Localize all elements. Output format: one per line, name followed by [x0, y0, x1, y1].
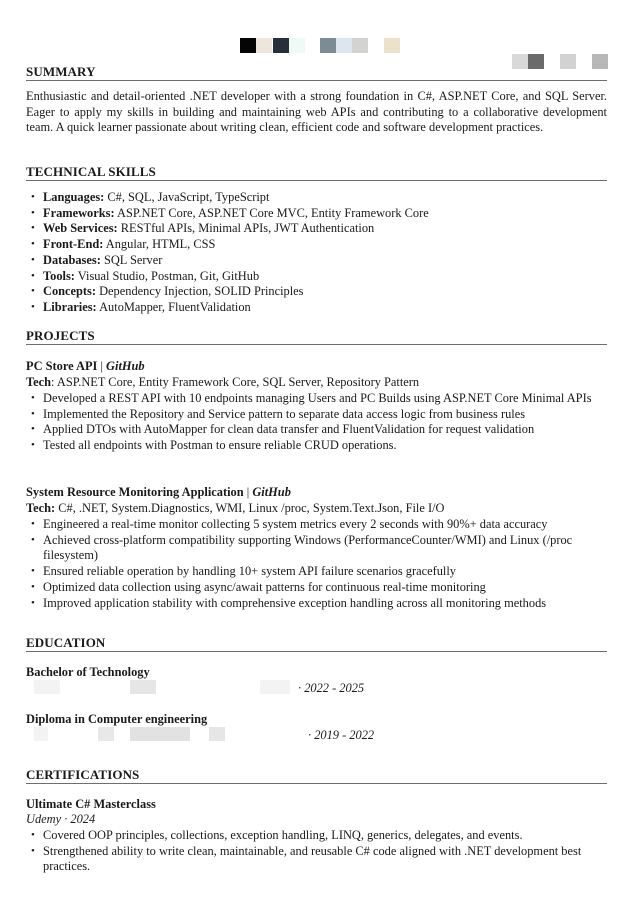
skill-label: Concepts:	[43, 284, 96, 299]
project-separator: |	[243, 485, 253, 499]
skill-label: Front-End:	[43, 237, 104, 252]
project-separator: |	[97, 359, 107, 373]
redaction-block	[384, 38, 400, 53]
skill-value: C#, SQL, JavaScript, TypeScript	[107, 190, 270, 204]
institution-redacted	[34, 727, 48, 741]
project-title	[26, 359, 145, 375]
section-title-summary: SUMMARY	[26, 64, 607, 81]
skill-item	[26, 237, 607, 253]
skill-item	[26, 253, 607, 269]
certification-bullet: • Strengthened ability to write clean, maintainable, and reusable C# code aligned with .NET development best practices.	[26, 844, 607, 875]
education-dates: · 2022 - 2025	[298, 681, 365, 695]
skill-item	[26, 190, 607, 206]
institution-redacted	[130, 680, 156, 694]
tech-label: Tech	[26, 375, 52, 389]
skill-label: Libraries:	[43, 299, 97, 314]
project-name: PC Store API	[26, 359, 98, 373]
project-bullet: • Ensured reliable operation by handling 10+ system API failure scenarios gracefully	[26, 564, 607, 580]
project-bullet: • Developed a REST API with 10 endpoints managing Users and PC Builds using ASP.NET Core Minimal APIs	[26, 391, 607, 407]
institution-redacted	[98, 727, 114, 741]
project-github-link[interactable]: GitHub	[106, 359, 145, 373]
redaction-block	[336, 38, 352, 53]
section-title-education: EDUCATION	[26, 635, 607, 652]
skill-value: AutoMapper, FluentValidation	[99, 299, 251, 314]
institution-redacted	[34, 680, 60, 694]
skill-value: SQL Server	[103, 252, 163, 267]
skill-value: Dependency Injection, SOLID Principles	[99, 284, 304, 299]
certification-bullet: • Covered OOP principles, collections, exception handling, LINQ, generics, delegates, and events.	[26, 828, 607, 844]
skill-item	[26, 221, 607, 237]
project-bullet: • Optimized data collection using async/await patterns for continuous real-time monitoring	[26, 580, 607, 596]
skill-item	[26, 284, 607, 300]
skill-item	[26, 269, 607, 285]
certification-name: Ultimate C# Masterclass	[26, 797, 156, 811]
redaction-block	[240, 38, 256, 53]
project-bullet: • Improved application stability with comprehensive exception handling across all monitoring methods	[26, 596, 607, 612]
skill-item	[26, 206, 607, 222]
education-degree: Bachelor of Technology	[26, 665, 150, 679]
skill-value: ASP.NET Core, ASP.NET Core MVC, Entity Framework Core	[117, 205, 429, 220]
skill-value: Visual Studio, Postman, Git, GitHub	[77, 268, 260, 283]
project-bullet: • Applied DTOs with AutoMapper for clean data transfer and FluentValidation for request validation	[26, 422, 607, 438]
skill-item	[26, 300, 607, 316]
project-bullet: • Engineered a real-time monitor collecting 5 system metrics every 2 seconds with 90%+ data accuracy	[26, 517, 607, 533]
skill-label: Frameworks:	[43, 205, 115, 220]
project-tech	[26, 501, 444, 517]
project-title	[26, 485, 291, 501]
summary-text: Enthusiastic and detail-oriented .NET developer with a strong foundation in C#, ASP.NET Core, and SQL Server. Eager to apply my skills in building and maintaining web APIs and contributing to a collaborative development team. A quick learner passionate about writing clean, efficient code and software development practices.	[26, 89, 607, 135]
education-dates: · 2019 - 2022	[308, 728, 375, 742]
section-title-skills: TECHNICAL SKILLS	[26, 164, 607, 181]
tech-value: ASP.NET Core, Entity Framework Core, SQL Server, Repository Pattern	[56, 375, 420, 389]
project-bullet: • Achieved cross-platform compatibility supporting Windows (PerformanceCounter/WMI) and Linux (/proc filesystem)	[26, 533, 607, 564]
section-title-certifications: CERTIFICATIONS	[26, 767, 607, 784]
skill-label: Databases:	[43, 252, 101, 267]
skill-value: RESTful APIs, Minimal APIs, JWT Authentication	[120, 221, 375, 236]
skills-list	[26, 190, 607, 316]
project-bullets	[26, 391, 607, 454]
institution-redacted	[130, 727, 190, 741]
project-tech	[26, 375, 419, 391]
redaction-block	[289, 38, 305, 53]
institution-redacted	[209, 727, 225, 741]
skill-label: Tools:	[43, 268, 75, 283]
institution-redacted	[260, 680, 290, 694]
skill-label: Languages:	[43, 190, 105, 204]
certification-bullets	[26, 828, 607, 875]
project-github-link[interactable]: GitHub	[252, 485, 291, 499]
project-bullet: • Tested all endpoints with Postman to ensure reliable CRUD operations.	[26, 438, 607, 454]
project-bullets	[26, 517, 607, 611]
project-name: System Resource Monitoring Application	[26, 485, 244, 499]
section-title-projects: PROJECTS	[26, 328, 607, 345]
tech-separator: :	[51, 375, 57, 389]
redaction-block	[320, 38, 336, 53]
certification-issuer: Udemy · 2024	[26, 812, 96, 826]
skill-label: Web Services:	[43, 221, 118, 236]
tech-value: C#, .NET, System.Diagnostics, WMI, Linux /proc, System.Text.Json, File I/O	[58, 501, 445, 515]
project-bullet: • Implemented the Repository and Service pattern to separate data access logic from business rules	[26, 407, 607, 423]
redaction-block	[273, 38, 289, 53]
education-degree: Diploma in Computer engineering	[26, 712, 208, 726]
skill-value: Angular, HTML, CSS	[105, 237, 216, 252]
redaction-block	[352, 38, 368, 53]
tech-label: Tech:	[26, 501, 56, 515]
redaction-block	[256, 38, 272, 53]
